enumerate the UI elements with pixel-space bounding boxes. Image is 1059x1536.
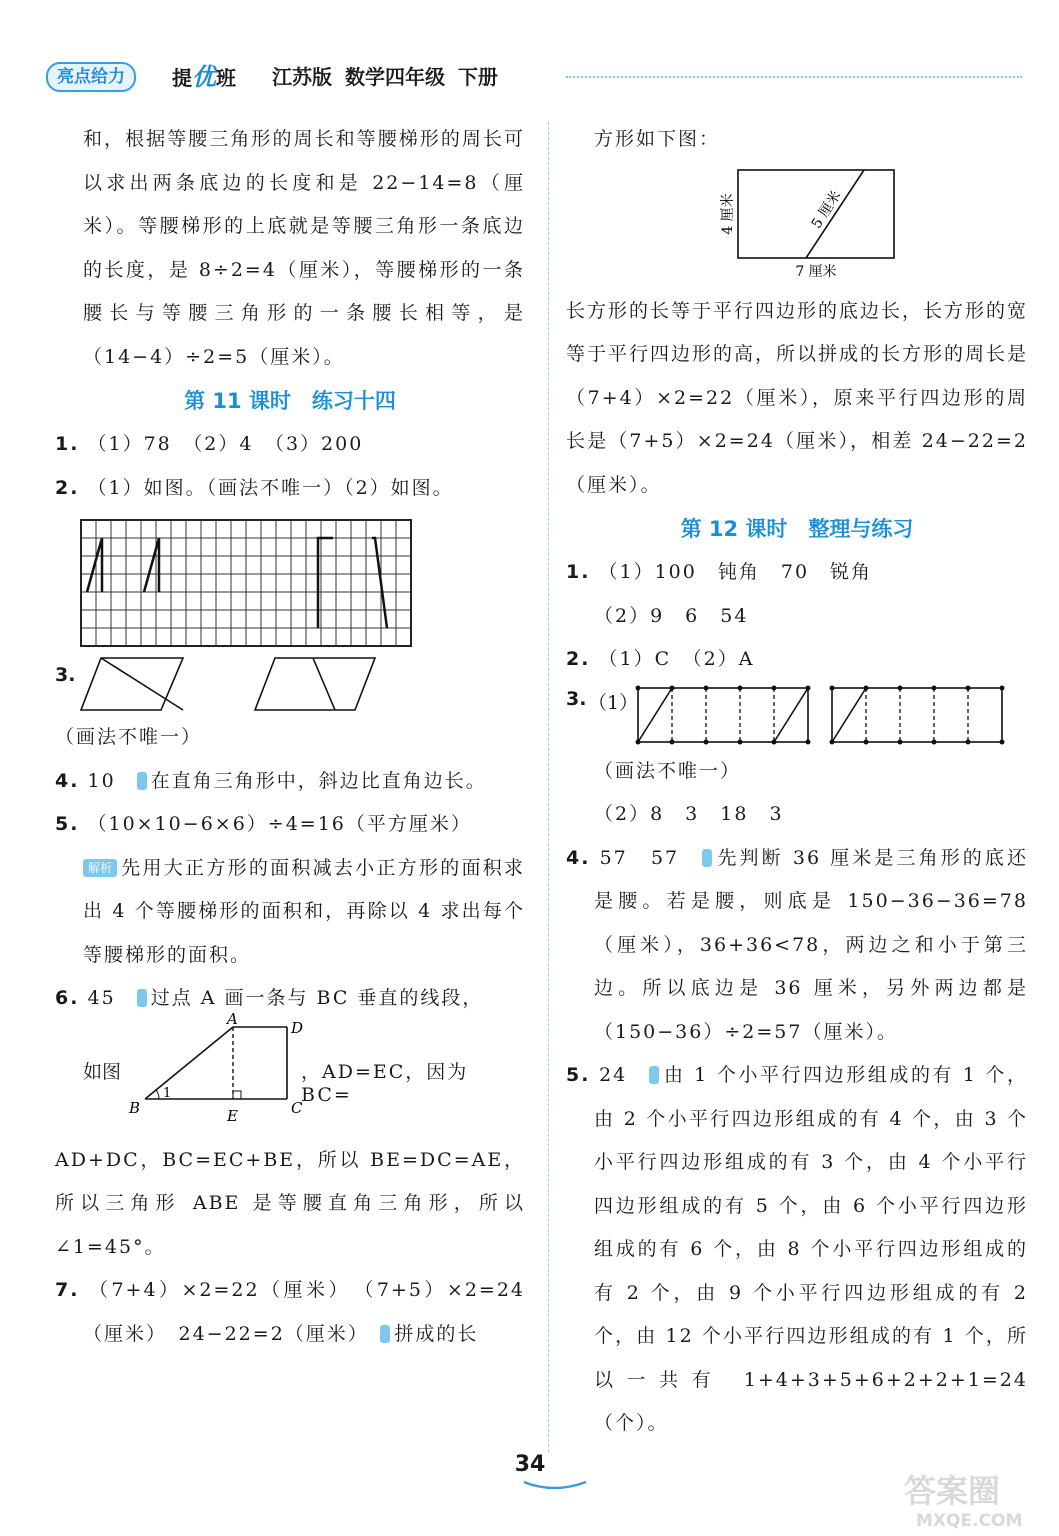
question-4: 4. 10 解析 在直角三角形中，斜边比直角边长。: [55, 769, 487, 792]
brand-logo: 亮点给力: [46, 62, 136, 92]
label-e: E: [227, 1106, 238, 1125]
question-3-part2: （2）8 3 18 3: [594, 803, 784, 825]
analysis-tag: 解析: [137, 772, 147, 790]
question-1-part2: （2）9 6 54: [594, 604, 749, 627]
page-number-swoosh: [520, 1478, 590, 1492]
paragraph: 长方形的长等于平行四边形的底边长，长方形的宽等于平行四边形的高，所以拼成的长方形的周长是（7+4）×2=22（厘米），原来平行四边形的周长是（7+5）×2=24（厘米），相差 24−22=2（厘米）。: [566, 299, 1029, 496]
label-7cm: 7 厘米: [795, 263, 837, 280]
question-1: 1. （1）100 钝角 70 锐角: [566, 561, 873, 583]
rectangle-figure: [566, 164, 1028, 282]
label-angle-1: 1: [163, 1085, 172, 1101]
question-2: 2. （1）C （2）A: [566, 648, 755, 670]
paragraph: 方形如下图：: [594, 128, 721, 150]
analysis-tag: 解析: [380, 1325, 390, 1343]
grid-figure: [55, 514, 525, 648]
label-d: D: [291, 1018, 304, 1037]
analysis-tag: 解析: [83, 859, 117, 877]
header-rule: [566, 76, 1022, 78]
page-header: [0, 58, 1059, 98]
parallelogram-figures: [79, 654, 429, 714]
watermark: [900, 1468, 1050, 1530]
question-6: 6. 45 解析 过点 A 画一条与 BC 垂直的线段，: [55, 987, 484, 1009]
series-title: 提优班: [172, 63, 236, 91]
question-2: 2. （1）如图。（画法不唯一）（2）如图。: [55, 476, 454, 499]
right-column: [566, 118, 1028, 1446]
question-1: 1. （1）78 （2）4 （3）200: [55, 433, 364, 455]
analysis-5: 解析 先用大正方形的面积减去小正方形的面积求出 4 个等腰梯形的面积和，再除以 4 求出每个等腰梯形的面积。: [83, 856, 525, 966]
note: （画法不唯一）: [55, 726, 203, 748]
left-column: [55, 118, 525, 1356]
section-title-12: 第 12 课时 整理与练习: [680, 517, 914, 541]
analysis-tag: 解析: [649, 1066, 659, 1084]
analysis-tag: 解析: [137, 989, 147, 1007]
question-3: 3. （1）: [566, 682, 1028, 750]
parallelogram-split-figures: [636, 682, 1016, 748]
watermark-top: 答案圈: [904, 1472, 1001, 1510]
label-b: B: [129, 1098, 141, 1117]
paragraph: 和，根据等腰三角形的周长和等腰梯形的周长可以求出两条底边的长度和是 22−14=8（厘米）。等腰梯形的上底就是等腰三角形一条底边的长度，是 8÷2=4（厘米），等腰梯形的一条腰长与等腰三角形的一条腰长相等，是（14−4）÷2=5（厘米）。: [83, 128, 525, 368]
column-divider: [548, 122, 549, 1452]
page-number: 34: [514, 1452, 546, 1477]
label-4cm: 4 厘米: [720, 192, 736, 235]
question-4: 4. 57 57 解析 先判断 36 厘米是三角形的底还是腰。若是腰，则底是 150−36−36=78（厘米），36+36<78，两边之和小于第三边。所以底边是 36 厘米，另外两边都是（150−36）÷2=57（厘米）。: [566, 846, 1028, 1043]
analysis-tag: 解析: [702, 849, 712, 867]
book-title: 江苏版 数学四年级 下册: [272, 65, 498, 89]
label-5cm: 5 厘米: [808, 187, 845, 232]
watermark-bottom: MXQE.COM: [916, 1511, 1023, 1531]
question-3: 3.: [55, 654, 525, 716]
note: （画法不唯一）: [594, 759, 742, 782]
question-7: 7. （7+4）×2=22（厘米） （7+5）×2=24（厘米） 24−22=2（厘米） 解析 拼成的长: [55, 1279, 525, 1345]
section-title-11: 第 11 课时 练习十四: [184, 389, 396, 413]
label-a: A: [227, 1009, 238, 1028]
question-5: 5. （10×10−6×6）÷4=16（平方厘米）: [55, 813, 472, 835]
label-c: C: [291, 1098, 303, 1117]
trapezoid-figure: [125, 1009, 315, 1137]
trapezoid-figure-row: 如图 A D B C E 1 ，AD=EC，因为 BC=: [55, 1021, 525, 1139]
question-5: 5. 24 解析 由 1 个小平行四边形组成的有 1 个，由 2 个小平行四边形组成的有 4 个，由 3 个小平行四边形组成的有 3 个，由 4 个小平行四边形组成的有 5 个，由 6 个小平行四边形组成的有 6 个，由 8 个小平行四边形组成的有 2 个，由 9 个小平行四边形组成的有 2 个，由 12 个小平行四边形组成的有 1 个，所以一共有 1+4+3+5+6+2+2+1=24（个）。: [566, 1064, 1028, 1434]
analysis-6-cont: AD+DC，BC=EC+BE，所以 BE=DC=AE，所以三角形 ABE 是等腰直角三角形，所以∠1=45°。: [55, 1148, 525, 1258]
